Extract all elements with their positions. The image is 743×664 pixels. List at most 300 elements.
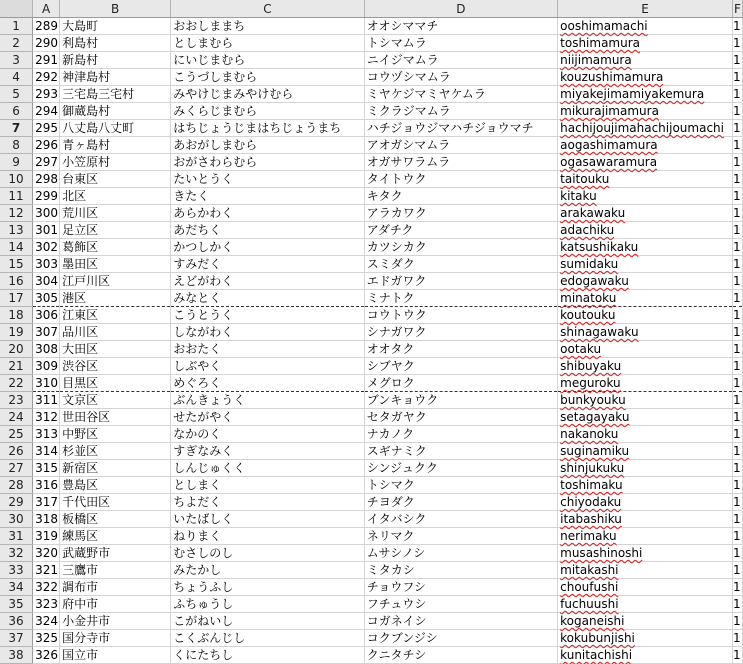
column-header-d[interactable]: D xyxy=(364,0,557,18)
cell-f[interactable]: 1 xyxy=(732,512,741,526)
cell-f[interactable]: 1 xyxy=(732,529,741,543)
cell-d[interactable]: ミクラジマムラ xyxy=(364,103,557,120)
cell-c[interactable]: むさしのし xyxy=(171,545,364,562)
column-header-c[interactable]: C xyxy=(171,0,364,18)
cell-c[interactable]: きたく xyxy=(171,188,364,205)
cell-e[interactable] xyxy=(558,579,733,596)
cell-a[interactable]: 311 xyxy=(33,392,60,409)
table-row xyxy=(0,86,743,103)
cell-a[interactable]: 326 xyxy=(33,647,60,664)
cell-b[interactable]: 調布市 xyxy=(60,579,171,596)
cell-a[interactable]: 304 xyxy=(33,273,60,290)
table-row xyxy=(0,18,743,35)
table-row xyxy=(0,443,743,460)
cell-c[interactable]: あだちく xyxy=(171,222,364,239)
spellcheck-text: sumidaku xyxy=(560,257,619,271)
cell-c[interactable]: すぎなみく xyxy=(171,443,364,460)
table-row xyxy=(0,103,743,120)
cell-a[interactable]: 295 xyxy=(33,120,60,137)
cell-a[interactable]: 319 xyxy=(33,528,60,545)
cell-d[interactable]: シナガワク xyxy=(364,324,557,341)
cell-b[interactable]: 小笠原村 xyxy=(60,154,171,171)
cell-e[interactable] xyxy=(558,307,733,324)
cell-b[interactable]: 足立区 xyxy=(60,222,171,239)
cell-e[interactable] xyxy=(558,647,733,664)
cell-e[interactable] xyxy=(558,494,733,511)
spellcheck-text: meguroku xyxy=(560,376,621,390)
cell-c[interactable]: としまく xyxy=(171,477,364,494)
row-header[interactable]: 28 xyxy=(0,477,33,494)
cell-c[interactable]: あおがしまむら xyxy=(171,137,364,154)
cell-c[interactable]: みやけじまみやけむら xyxy=(171,86,364,103)
cell-a[interactable]: 307 xyxy=(33,324,60,341)
row-header[interactable]: 29 xyxy=(0,494,33,511)
cell-c[interactable]: こうづしまむら xyxy=(171,69,364,86)
cell-e[interactable] xyxy=(558,239,733,256)
row-header[interactable]: 37 xyxy=(0,630,33,647)
cell-c[interactable]: みくらじまむら xyxy=(171,103,364,120)
spellcheck-text: koganeishi xyxy=(560,614,625,628)
cell-a[interactable]: 321 xyxy=(33,562,60,579)
row-header[interactable]: 8 xyxy=(0,137,33,154)
cell-e[interactable] xyxy=(558,409,733,426)
cell-b[interactable]: 品川区 xyxy=(60,324,171,341)
row-header[interactable]: 24 xyxy=(0,409,33,426)
cell-b[interactable]: 国分寺市 xyxy=(60,630,171,647)
cell-f[interactable]: 1 xyxy=(732,393,741,407)
cell-f[interactable]: 1 xyxy=(732,189,741,203)
spellcheck-text: kokubunjishi xyxy=(560,631,635,645)
cell-f[interactable]: 1 xyxy=(732,580,741,594)
cell-c[interactable]: としまむら xyxy=(171,35,364,52)
spellcheck-text: fuchuushi xyxy=(560,597,619,611)
cell-b[interactable]: 豊島区 xyxy=(60,477,171,494)
row-header[interactable]: 7 xyxy=(0,120,33,137)
cell-b[interactable]: 杉並区 xyxy=(60,443,171,460)
table-row xyxy=(0,358,743,375)
cell-b[interactable]: 府中市 xyxy=(60,596,171,613)
row-header[interactable]: 1 xyxy=(0,18,33,35)
cell-b[interactable]: 国立市 xyxy=(60,647,171,664)
cell-c[interactable]: はちじょうじまはちじょうまち xyxy=(171,120,364,137)
cell-d[interactable]: ミヤケジマミヤケムラ xyxy=(364,86,557,103)
cell-a[interactable]: 316 xyxy=(33,477,60,494)
cell-e[interactable] xyxy=(558,630,733,647)
cell-b[interactable]: 江戸川区 xyxy=(60,273,171,290)
cell-a[interactable]: 309 xyxy=(33,358,60,375)
cell-f[interactable]: 1 xyxy=(732,359,741,373)
cell-d[interactable]: タイトウク xyxy=(364,171,557,188)
row-header[interactable]: 33 xyxy=(0,562,33,579)
row-header[interactable]: 17 xyxy=(0,290,33,307)
cell-a[interactable]: 291 xyxy=(33,52,60,69)
cell-b[interactable]: 御蔵島村 xyxy=(60,103,171,120)
cell-b[interactable]: 利島村 xyxy=(60,35,171,52)
cell-f[interactable]: 1 xyxy=(732,546,741,560)
cell-d[interactable]: ハチジョウジマハチジョウマチ xyxy=(364,120,557,137)
cell-e[interactable] xyxy=(558,290,733,307)
cell-c[interactable]: めぐろく xyxy=(171,375,364,392)
cell-d[interactable]: フチュウシ xyxy=(364,596,557,613)
cell-b[interactable]: 大田区 xyxy=(60,341,171,358)
cell-c[interactable]: いたばしく xyxy=(171,511,364,528)
cell-b[interactable]: 青ヶ島村 xyxy=(60,137,171,154)
cell-c[interactable]: ちよだく xyxy=(171,494,364,511)
cell-e[interactable] xyxy=(558,528,733,545)
cell-b[interactable]: 港区 xyxy=(60,290,171,307)
cell-e[interactable] xyxy=(558,460,733,477)
cell-e[interactable] xyxy=(558,86,733,103)
cell-d[interactable]: クニタチシ xyxy=(364,647,557,664)
cell-f[interactable]: 1 xyxy=(732,427,741,441)
cell-f[interactable]: 1 xyxy=(732,614,741,628)
row-header[interactable]: 30 xyxy=(0,511,33,528)
cell-b[interactable]: 千代田区 xyxy=(60,494,171,511)
spellcheck-text: mikurajimamura xyxy=(560,104,659,118)
cell-c[interactable]: かつしかく xyxy=(171,239,364,256)
cell-e[interactable] xyxy=(558,358,733,375)
spellcheck-text: taitouku xyxy=(560,172,610,186)
cell-d[interactable]: アラカワク xyxy=(364,205,557,222)
row-header[interactable]: 3 xyxy=(0,52,33,69)
spellcheck-text: nerimaku xyxy=(560,529,617,543)
cell-e[interactable] xyxy=(558,562,733,579)
cell-b[interactable]: 台東区 xyxy=(60,171,171,188)
cell-e[interactable] xyxy=(558,443,733,460)
row-header[interactable]: 2 xyxy=(0,35,33,52)
cell-b[interactable]: 中野区 xyxy=(60,426,171,443)
row-header[interactable]: 21 xyxy=(0,358,33,375)
cell-b[interactable]: 武蔵野市 xyxy=(60,545,171,562)
cell-c[interactable]: みたかし xyxy=(171,562,364,579)
cell-f[interactable]: 1 xyxy=(732,631,741,645)
cell-d[interactable]: アダチク xyxy=(364,222,557,239)
row-header[interactable]: 4 xyxy=(0,69,33,86)
row-header[interactable]: 26 xyxy=(0,443,33,460)
select-all-corner[interactable] xyxy=(0,0,33,18)
cell-a[interactable]: 289 xyxy=(33,18,60,35)
cell-c[interactable]: しんじゅくく xyxy=(171,460,364,477)
cell-a[interactable]: 303 xyxy=(33,256,60,273)
cell-a[interactable]: 292 xyxy=(33,69,60,86)
row-header[interactable]: 22 xyxy=(0,375,33,392)
cell-b[interactable]: 目黒区 xyxy=(60,375,171,392)
row-header[interactable]: 12 xyxy=(0,205,33,222)
row-header[interactable]: 9 xyxy=(0,154,33,171)
cell-d[interactable]: オオシママチ xyxy=(364,18,557,35)
cell-a[interactable]: 299 xyxy=(33,188,60,205)
cell-c[interactable]: えどがわく xyxy=(171,273,364,290)
cell-a[interactable]: 313 xyxy=(33,426,60,443)
cell-c[interactable]: みなとく xyxy=(171,290,364,307)
cell-f[interactable]: 1 xyxy=(732,563,741,577)
cell-d[interactable]: カツシカク xyxy=(364,239,557,256)
cell-f[interactable]: 1 xyxy=(732,138,741,152)
cell-c[interactable]: ちょうふし xyxy=(171,579,364,596)
cell-e[interactable] xyxy=(558,222,733,239)
cell-d[interactable]: スミダク xyxy=(364,256,557,273)
cell-a[interactable]: 296 xyxy=(33,137,60,154)
cell-d[interactable]: ミナトク xyxy=(364,290,557,307)
cell-c[interactable]: にいじまむら xyxy=(171,52,364,69)
cell-a[interactable]: 293 xyxy=(33,86,60,103)
cell-f[interactable]: 1 xyxy=(732,495,741,509)
row-header[interactable]: 16 xyxy=(0,273,33,290)
cell-f[interactable]: 1 xyxy=(732,104,741,118)
row-header[interactable]: 31 xyxy=(0,528,33,545)
cell-d[interactable]: キタク xyxy=(364,188,557,205)
spellcheck-text: toshimaku xyxy=(560,478,623,492)
cell-c[interactable]: こくぶんじし xyxy=(171,630,364,647)
cell-e[interactable] xyxy=(558,324,733,341)
cell-e[interactable] xyxy=(558,205,733,222)
cell-d[interactable]: トシマク xyxy=(364,477,557,494)
cell-a[interactable]: 318 xyxy=(33,511,60,528)
column-header-f[interactable]: F xyxy=(734,1,741,16)
row-header[interactable]: 13 xyxy=(0,222,33,239)
cell-f[interactable]: 1 xyxy=(732,342,741,356)
cell-f[interactable]: 1 xyxy=(732,70,741,84)
cell-f[interactable]: 1 xyxy=(732,36,741,50)
cell-b[interactable]: 小金井市 xyxy=(60,613,171,630)
cell-e[interactable] xyxy=(558,137,733,154)
cell-a[interactable]: 308 xyxy=(33,341,60,358)
cell-d[interactable]: イタバシク xyxy=(364,511,557,528)
cell-b[interactable]: 神津島村 xyxy=(60,69,171,86)
cell-d[interactable]: ニイジマムラ xyxy=(364,52,557,69)
spellcheck-text: shinjukuku xyxy=(560,461,625,475)
cell-a[interactable]: 300 xyxy=(33,205,60,222)
table-row xyxy=(0,273,743,290)
cell-c[interactable]: ねりまく xyxy=(171,528,364,545)
cell-d[interactable]: チョウフシ xyxy=(364,579,557,596)
cell-e[interactable] xyxy=(558,545,733,562)
cell-d[interactable]: エドガワク xyxy=(364,273,557,290)
row-header[interactable]: 14 xyxy=(0,239,33,256)
cell-c[interactable]: なかのく xyxy=(171,426,364,443)
cell-c[interactable]: おおたく xyxy=(171,341,364,358)
cell-c[interactable]: おおしままち xyxy=(171,18,364,35)
cell-a[interactable]: 305 xyxy=(33,290,60,307)
cell-a[interactable]: 297 xyxy=(33,154,60,171)
cell-d[interactable]: メグロク xyxy=(364,375,557,392)
spellcheck-text: ootaku xyxy=(560,342,602,356)
cell-e[interactable] xyxy=(558,103,733,120)
cell-f[interactable]: 1 xyxy=(732,121,741,135)
cell-f[interactable]: 1 xyxy=(732,597,741,611)
cell-c[interactable]: すみだく xyxy=(171,256,364,273)
table-row xyxy=(0,511,743,528)
cell-b[interactable]: 三宅島三宅村 xyxy=(60,86,171,103)
cell-e[interactable] xyxy=(558,256,733,273)
row-header[interactable]: 18 xyxy=(0,307,33,324)
cell-b[interactable]: 大島町 xyxy=(60,18,171,35)
cell-c[interactable]: しながわく xyxy=(171,324,364,341)
row-header[interactable]: 15 xyxy=(0,256,33,273)
cell-e[interactable] xyxy=(558,596,733,613)
cell-d[interactable]: オガサワラムラ xyxy=(364,154,557,171)
cell-a[interactable]: 294 xyxy=(33,103,60,120)
cell-c[interactable]: たいとうく xyxy=(171,171,364,188)
cell-b[interactable]: 板橋区 xyxy=(60,511,171,528)
column-header-b[interactable]: B xyxy=(60,0,171,18)
cell-e[interactable] xyxy=(558,154,733,171)
cell-b[interactable]: 葛飾区 xyxy=(60,239,171,256)
row-header[interactable]: 23 xyxy=(0,392,33,409)
cell-d[interactable]: ナカノク xyxy=(364,426,557,443)
cell-d[interactable]: ネリマク xyxy=(364,528,557,545)
cell-f[interactable]: 1 xyxy=(732,206,741,220)
cell-d[interactable]: コウトウク xyxy=(364,307,557,324)
cell-e[interactable] xyxy=(558,120,733,137)
cell-f[interactable]: 1 xyxy=(732,223,741,237)
cell-b[interactable]: 新島村 xyxy=(60,52,171,69)
cell-f[interactable]: 1 xyxy=(732,410,741,424)
spellcheck-text: adachiku xyxy=(560,223,615,237)
cell-e[interactable] xyxy=(558,375,733,392)
cell-d[interactable]: コウヅシマムラ xyxy=(364,69,557,86)
cell-f[interactable]: 1 xyxy=(732,376,741,390)
cell-b[interactable]: 墨田区 xyxy=(60,256,171,273)
cell-e[interactable] xyxy=(558,69,733,86)
cell-a[interactable]: 301 xyxy=(33,222,60,239)
cell-c[interactable]: ぶんきょうく xyxy=(171,392,364,409)
row-header[interactable]: 10 xyxy=(0,171,33,188)
cell-d[interactable]: スギナミク xyxy=(364,443,557,460)
cell-a[interactable]: 315 xyxy=(33,460,60,477)
cell-d[interactable]: セタガヤク xyxy=(364,409,557,426)
row-header[interactable]: 20 xyxy=(0,341,33,358)
cell-f[interactable]: 1 xyxy=(732,155,741,169)
cell-e[interactable] xyxy=(558,613,733,630)
cell-c[interactable]: おがさわらむら xyxy=(171,154,364,171)
table-row xyxy=(0,494,743,511)
cell-d[interactable]: オオタク xyxy=(364,341,557,358)
cell-b[interactable]: 江東区 xyxy=(60,307,171,324)
cell-b[interactable]: 八丈島八丈町 xyxy=(60,120,171,137)
cell-b[interactable]: 北区 xyxy=(60,188,171,205)
row-header[interactable]: 27 xyxy=(0,460,33,477)
cell-a[interactable]: 320 xyxy=(33,545,60,562)
cell-c[interactable]: ふちゅうし xyxy=(171,596,364,613)
cell-b[interactable]: 世田谷区 xyxy=(60,409,171,426)
row-header[interactable]: 32 xyxy=(0,545,33,562)
cell-a[interactable]: 298 xyxy=(33,171,60,188)
row-header[interactable]: 34 xyxy=(0,579,33,596)
cell-e[interactable] xyxy=(558,392,733,409)
cell-e[interactable] xyxy=(558,18,733,35)
row-header[interactable]: 6 xyxy=(0,103,33,120)
cell-b[interactable]: 三鷹市 xyxy=(60,562,171,579)
cell-f[interactable]: 1 xyxy=(732,240,741,254)
cell-a[interactable]: 290 xyxy=(33,35,60,52)
row-header[interactable]: 5 xyxy=(0,86,33,103)
cell-b[interactable]: 新宿区 xyxy=(60,460,171,477)
cell-c[interactable]: せたがやく xyxy=(171,409,364,426)
cell-c[interactable]: あらかわく xyxy=(171,205,364,222)
cell-e[interactable] xyxy=(558,426,733,443)
cell-b[interactable]: 練馬区 xyxy=(60,528,171,545)
cell-a[interactable]: 324 xyxy=(33,613,60,630)
row-header[interactable]: 11 xyxy=(0,188,33,205)
table-row xyxy=(0,392,743,409)
table-row xyxy=(0,528,743,545)
cell-e[interactable] xyxy=(558,171,733,188)
cell-f[interactable]: 1 xyxy=(732,461,741,475)
cell-f[interactable]: 1 xyxy=(732,325,741,339)
cell-d[interactable]: コガネイシ xyxy=(364,613,557,630)
cell-e[interactable] xyxy=(558,188,733,205)
cell-f[interactable]: 1 xyxy=(732,257,741,271)
cell-f[interactable]: 1 xyxy=(732,648,741,662)
cell-a[interactable]: 306 xyxy=(33,307,60,324)
cell-d[interactable]: シンジュクク xyxy=(364,460,557,477)
cell-a[interactable]: 312 xyxy=(33,409,60,426)
cell-f[interactable]: 1 xyxy=(732,19,741,33)
cell-e[interactable] xyxy=(558,477,733,494)
cell-d[interactable]: コクブンジシ xyxy=(364,630,557,647)
cell-e[interactable] xyxy=(558,35,733,52)
cell-a[interactable]: 310 xyxy=(33,375,60,392)
cell-d[interactable]: ミタカシ xyxy=(364,562,557,579)
row-header[interactable]: 25 xyxy=(0,426,33,443)
cell-a[interactable]: 325 xyxy=(33,630,60,647)
cell-b[interactable]: 荒川区 xyxy=(60,205,171,222)
cell-f[interactable]: 1 xyxy=(732,53,741,67)
cell-a[interactable]: 302 xyxy=(33,239,60,256)
cell-f[interactable]: 1 xyxy=(732,291,741,305)
cell-e[interactable] xyxy=(558,273,733,290)
row-header[interactable]: 36 xyxy=(0,613,33,630)
cell-a[interactable]: 317 xyxy=(33,494,60,511)
row-header[interactable]: 19 xyxy=(0,324,33,341)
cell-a[interactable]: 314 xyxy=(33,443,60,460)
cell-d[interactable]: シブヤク xyxy=(364,358,557,375)
cell-a[interactable]: 322 xyxy=(33,579,60,596)
cell-f[interactable]: 1 xyxy=(732,478,741,492)
cell-d[interactable]: ムサシノシ xyxy=(364,545,557,562)
cell-f[interactable]: 1 xyxy=(732,444,741,458)
cell-c[interactable]: こうとうく xyxy=(171,307,364,324)
table-row xyxy=(0,341,743,358)
cell-c[interactable]: しぶやく xyxy=(171,358,364,375)
cell-f[interactable]: 1 xyxy=(732,172,741,186)
row-header[interactable]: 38 xyxy=(0,647,33,664)
column-header-a[interactable]: A xyxy=(33,0,60,18)
cell-f[interactable]: 1 xyxy=(732,274,741,288)
table-row xyxy=(0,120,743,137)
cell-b[interactable]: 渋谷区 xyxy=(60,358,171,375)
cell-d[interactable]: チヨダク xyxy=(364,494,557,511)
cell-d[interactable]: トシマムラ xyxy=(364,35,557,52)
cell-e[interactable] xyxy=(558,511,733,528)
cell-e[interactable] xyxy=(558,341,733,358)
cell-e[interactable] xyxy=(558,52,733,69)
row-header[interactable]: 35 xyxy=(0,596,33,613)
table-row xyxy=(0,477,743,494)
cell-f[interactable]: 1 xyxy=(732,87,741,101)
cell-d[interactable]: アオガシマムラ xyxy=(364,137,557,154)
cell-b[interactable]: 文京区 xyxy=(60,392,171,409)
cell-c[interactable]: こがねいし xyxy=(171,613,364,630)
spellcheck-text: chiyodaku xyxy=(560,495,622,509)
table-row xyxy=(0,205,743,222)
cell-f[interactable]: 1 xyxy=(732,308,741,322)
cell-a[interactable]: 323 xyxy=(33,596,60,613)
cell-c[interactable]: くにたちし xyxy=(171,647,364,664)
column-header-e[interactable]: E xyxy=(558,0,733,18)
cell-d[interactable]: ブンキョウク xyxy=(364,392,557,409)
